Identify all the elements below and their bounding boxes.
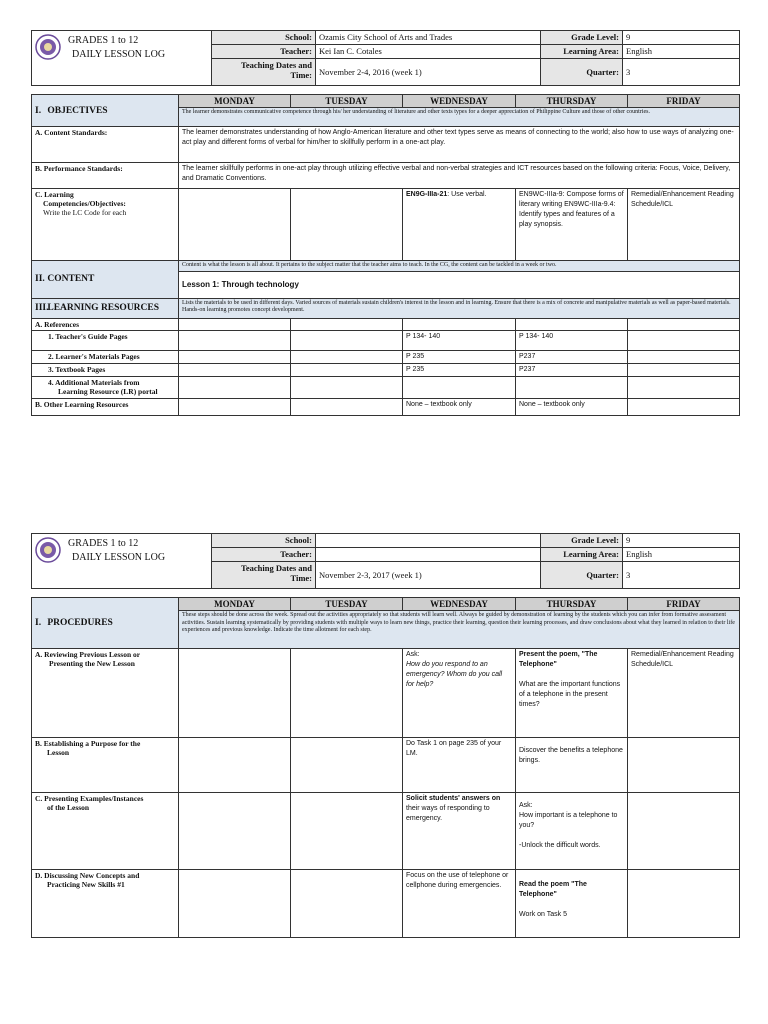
day-thursday: THURSDAY bbox=[516, 598, 628, 611]
examples-tuesday bbox=[291, 793, 403, 870]
other-thursday: None – textbook only bbox=[516, 398, 628, 415]
reviewing-lesson-line2: Presenting the New Lesson bbox=[49, 659, 135, 668]
reviewing-wed-question: How do you respond to an emergency? Whom do you call for help? bbox=[406, 661, 503, 688]
resources-description: Lists the materials to be used in different days. Varied sources of materials sustain children's interest in the lesson and in learning. Ensure that there is a mix of concrete and manipulative materials as well as paper-based materials. Hands-on learning promotes concept development. bbox=[179, 298, 740, 318]
discussing-label bbox=[32, 870, 179, 938]
examples-thursday bbox=[516, 793, 628, 870]
purpose-friday bbox=[628, 738, 740, 793]
examples-wed-text: their ways of responding to emergency. bbox=[406, 805, 490, 822]
additional-materials-line1: 4. Additional Materials from bbox=[48, 377, 140, 387]
lm-wednesday: P 235 bbox=[403, 350, 516, 363]
examples-line1: C. Presenting Examples/Instances bbox=[35, 794, 144, 803]
reviewing-wednesday bbox=[403, 649, 516, 738]
tb-tuesday bbox=[291, 363, 403, 376]
other-wednesday: None – textbook only bbox=[403, 398, 516, 415]
purpose-label bbox=[32, 738, 179, 793]
lesson-log-header-2 bbox=[31, 533, 739, 589]
grade-label: Grade Level: bbox=[541, 534, 623, 548]
objectives-description: The learner demonstrates communicative competence through his/ her understanding of literature and other texts types for a deeper appreciation of Philippine Culture and those of other countries. bbox=[179, 108, 740, 127]
procedures-num: I. bbox=[35, 618, 42, 628]
competencies-thursday: EN9WC-IIIa-9: Compose forms of literary writing EN9WC-IIIa-9.4: Identify types and features of a play synopsis. bbox=[516, 189, 628, 261]
examples-friday bbox=[628, 793, 740, 870]
dates-label-line2: Time: bbox=[290, 70, 312, 81]
discussing-line1: D. Discussing New Concepts and bbox=[35, 871, 140, 880]
purpose-tuesday bbox=[291, 738, 403, 793]
school-label: School: bbox=[212, 534, 316, 548]
dates-label bbox=[212, 59, 316, 86]
school-label: School: bbox=[212, 31, 316, 45]
reviewing-thu-present: Present the poem, "The Telephone" bbox=[519, 651, 598, 668]
other-friday bbox=[628, 398, 740, 415]
teacher-value: Kei Ian C. Cotales bbox=[316, 45, 541, 59]
day-thursday: THURSDAY bbox=[516, 95, 628, 108]
examples-monday bbox=[179, 793, 291, 870]
tg-tuesday bbox=[291, 330, 403, 350]
dates-label bbox=[212, 562, 316, 589]
other-tuesday bbox=[291, 398, 403, 415]
teacher-value bbox=[316, 548, 541, 562]
content-num: II. bbox=[35, 274, 45, 285]
competencies-friday: Remedial/Enhancement Reading Schedule/ICL bbox=[628, 189, 740, 261]
procedures-heading bbox=[32, 598, 179, 649]
area-label: Learning Area: bbox=[541, 45, 623, 59]
dates-value: November 2-3, 2017 (week 1) bbox=[316, 562, 541, 589]
examples-thu-ask: Ask: bbox=[519, 802, 533, 809]
quarter-value: 3 bbox=[623, 562, 740, 589]
day-tuesday: TUESDAY bbox=[291, 598, 403, 611]
reviewing-friday: Remedial/Enhancement Reading Schedule/ICL bbox=[628, 649, 740, 738]
discussing-monday bbox=[179, 870, 291, 938]
examples-wed-solicit: Solicit students' answers on bbox=[406, 795, 501, 802]
log-title-line2: DAILY LESSON LOG bbox=[72, 49, 166, 60]
lm-thursday: P237 bbox=[516, 350, 628, 363]
reviewing-lesson-label bbox=[32, 649, 179, 738]
lesson-log-body-1 bbox=[31, 94, 739, 416]
log-title-line1: GRADES 1 to 12 bbox=[68, 538, 139, 549]
tb-monday bbox=[179, 363, 291, 376]
competencies-label bbox=[32, 189, 179, 261]
lesson-title: Lesson 1: Through technology bbox=[179, 271, 740, 298]
discussing-thursday bbox=[516, 870, 628, 938]
performance-standards-text: The learner skillfully performs in one-act play through utilizing effective verbal and non-verbal strategies and ICT resources based on the following criteria: Focus, Voice, Delivery, and Dramatic Conventions. bbox=[179, 163, 740, 189]
content-standards-label: A. Content Standards: bbox=[32, 127, 179, 163]
objectives-heading bbox=[32, 95, 179, 127]
discussing-wednesday: Focus on the use of telephone or cellphone during emergencies. bbox=[403, 870, 516, 938]
dates-label-line1: Teaching Dates and bbox=[240, 60, 312, 71]
content-standards-text: The learner demonstrates understanding of how Anglo-American literature and other text types serve as means of connecting to the world; also how to use ways of analyzing one-act play and different forms of verbal for him/her to skillfully perform in a one-act play. bbox=[179, 127, 740, 163]
purpose-thursday: Discover the benefits a telephone brings. bbox=[516, 738, 628, 793]
reviewing-monday bbox=[179, 649, 291, 738]
competency-text: : Use verbal. bbox=[447, 191, 487, 198]
reviewing-wed-ask: Ask: bbox=[406, 651, 420, 658]
log-title-line2: DAILY LESSON LOG bbox=[72, 552, 166, 563]
purpose-monday bbox=[179, 738, 291, 793]
tg-monday bbox=[179, 330, 291, 350]
reviewing-tuesday bbox=[291, 649, 403, 738]
competencies-tuesday bbox=[291, 189, 403, 261]
tg-wednesday: P 134- 140 bbox=[403, 330, 516, 350]
examples-thu-question: How important is a telephone to you? bbox=[519, 812, 618, 829]
lm-friday bbox=[628, 350, 740, 363]
day-wednesday: WEDNESDAY bbox=[403, 95, 516, 108]
content-heading bbox=[32, 261, 179, 299]
day-wednesday: WEDNESDAY bbox=[403, 598, 516, 611]
resources-num: III. bbox=[35, 303, 49, 313]
tg-thursday: P 134- 140 bbox=[516, 330, 628, 350]
day-tuesday: TUESDAY bbox=[291, 95, 403, 108]
content-description: Content is what the lesson is all about. It pertains to the subject matter that the teacher aims to teach. In the CG, the content can be tackled in a week or two. bbox=[179, 261, 740, 272]
discussing-thu-task: Work on Task 5 bbox=[519, 911, 567, 918]
area-value: English bbox=[623, 45, 740, 59]
dates-value: November 2-4, 2016 (week 1) bbox=[316, 59, 541, 86]
performance-standards-label: B. Performance Standards: bbox=[32, 163, 179, 189]
teacher-label: Teacher: bbox=[212, 45, 316, 59]
school-value bbox=[316, 534, 541, 548]
tb-thursday: P237 bbox=[516, 363, 628, 376]
header-logo-cell bbox=[32, 534, 212, 589]
examples-thu-unlock: -Unlock the difficult words. bbox=[519, 842, 601, 849]
quarter-value: 3 bbox=[623, 59, 740, 86]
grade-value: 9 bbox=[623, 31, 740, 45]
day-friday: FRIDAY bbox=[628, 598, 740, 611]
tb-friday bbox=[628, 363, 740, 376]
deped-seal-icon bbox=[35, 537, 61, 563]
competencies-label-line1: C. Learning bbox=[35, 190, 74, 199]
header-logo-cell bbox=[32, 31, 212, 86]
tg-friday bbox=[628, 330, 740, 350]
purpose-line1: B. Establishing a Purpose for the bbox=[35, 739, 141, 748]
discussing-line2: Practicing New Skills #1 bbox=[47, 880, 125, 889]
procedures-description: These steps should be done across the week. Spread out the activities appropriately so that students will learn well. Always be guided by demonstration of learning by the students which you can infer from formative assessment activities. Sustain learning systematically by providing students with multiple ways to learn new things, practice their learning, question their learning processes, and draw conclusions about what they learned in relation to their life experiences and previous knowledge. Indicate the time allotment for each step. bbox=[179, 611, 740, 649]
discussing-friday bbox=[628, 870, 740, 938]
reviewing-thu-question: What are the important functions of a telephone in the present times? bbox=[519, 681, 621, 708]
lesson-log-header-1 bbox=[31, 30, 739, 86]
competencies-wednesday bbox=[403, 189, 516, 261]
resources-title: LEARNING RESOURCES bbox=[47, 303, 160, 313]
grade-label: Grade Level: bbox=[541, 31, 623, 45]
dates-label-line1: Teaching Dates and bbox=[240, 563, 312, 574]
competencies-label-line3: Write the LC Code for each bbox=[43, 208, 127, 217]
lm-monday bbox=[179, 350, 291, 363]
teachers-guide-label: 1. Teacher's Guide Pages bbox=[32, 330, 179, 350]
lesson-log-body-2 bbox=[31, 597, 739, 938]
teacher-label: Teacher: bbox=[212, 548, 316, 562]
examples-wednesday bbox=[403, 793, 516, 870]
resources-heading bbox=[32, 298, 179, 318]
area-value: English bbox=[623, 548, 740, 562]
other-resources-label: B. Other Learning Resources bbox=[32, 398, 179, 415]
purpose-wednesday: Do Task 1 on page 235 of your LM. bbox=[403, 738, 516, 793]
purpose-line2: Lesson bbox=[47, 748, 70, 757]
procedures-title: PROCEDURES bbox=[47, 618, 113, 628]
school-value: Ozamis City School of Arts and Trades bbox=[316, 31, 541, 45]
content-title: CONTENT bbox=[47, 274, 95, 285]
competencies-label-line2: Competencies/Objectives: bbox=[43, 199, 126, 208]
additional-materials-label bbox=[32, 376, 179, 398]
lm-tuesday bbox=[291, 350, 403, 363]
reviewing-lesson-line1: A. Reviewing Previous Lesson or bbox=[35, 650, 141, 659]
other-monday bbox=[179, 398, 291, 415]
objectives-title: OBJECTIVES bbox=[47, 105, 108, 116]
competencies-monday bbox=[179, 189, 291, 261]
deped-seal-icon bbox=[35, 34, 61, 60]
examples-label bbox=[32, 793, 179, 870]
area-label: Learning Area: bbox=[541, 548, 623, 562]
discussing-thu-read: Read the poem "The Telephone" bbox=[519, 881, 587, 898]
competency-code: EN9G-IIIa-21 bbox=[406, 191, 448, 198]
day-friday: FRIDAY bbox=[628, 95, 740, 108]
objectives-num: I. bbox=[35, 105, 42, 116]
reviewing-thursday bbox=[516, 649, 628, 738]
day-monday: MONDAY bbox=[179, 95, 291, 108]
references-label: A. References bbox=[32, 318, 179, 330]
tb-wednesday: P 235 bbox=[403, 363, 516, 376]
additional-materials-line2: Learning Resource (LR) portal bbox=[58, 386, 158, 396]
learners-materials-label: 2. Learner's Materials Pages bbox=[32, 350, 179, 363]
examples-line2: of the Lesson bbox=[47, 803, 90, 812]
day-monday: MONDAY bbox=[179, 598, 291, 611]
grade-value: 9 bbox=[623, 534, 740, 548]
quarter-label: Quarter: bbox=[541, 562, 623, 589]
discussing-tuesday bbox=[291, 870, 403, 938]
dates-label-line2: Time: bbox=[290, 573, 312, 584]
log-title-line1: GRADES 1 to 12 bbox=[68, 35, 139, 46]
textbook-label: 3. Textbook Pages bbox=[32, 363, 179, 376]
quarter-label: Quarter: bbox=[541, 59, 623, 86]
